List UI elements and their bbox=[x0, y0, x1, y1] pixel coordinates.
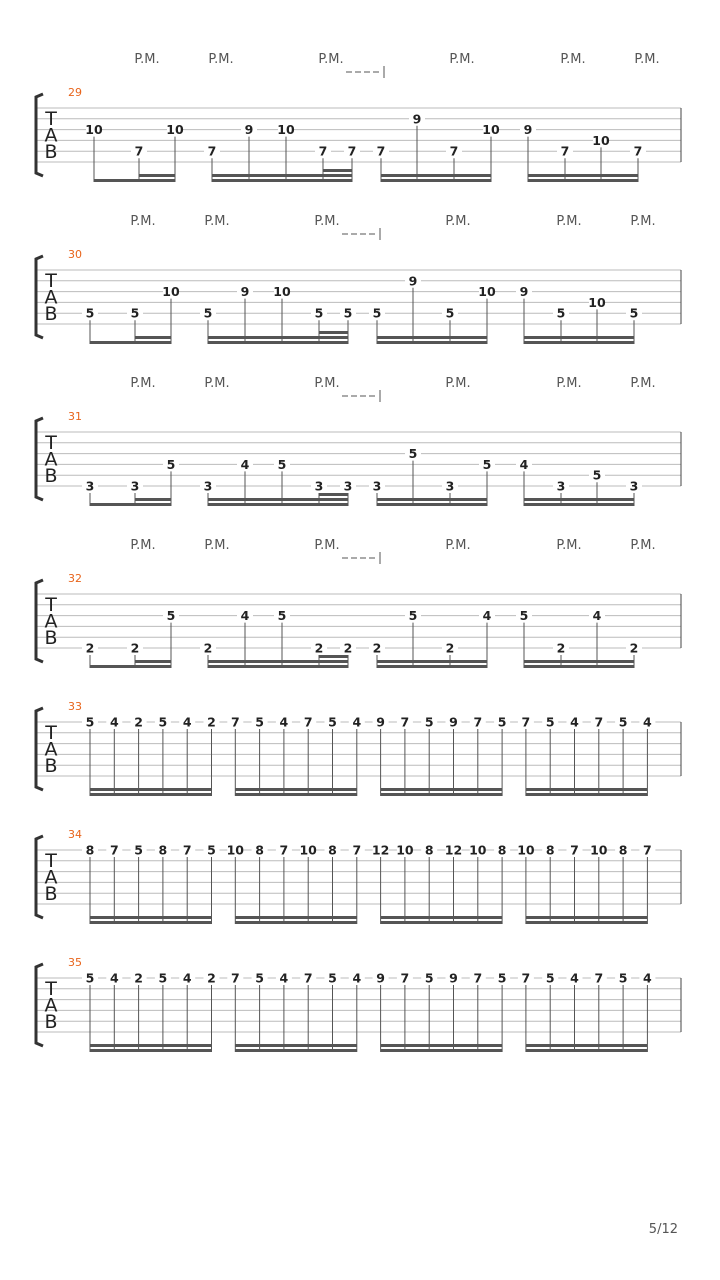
fret-number: 7 bbox=[318, 143, 328, 159]
fret-number: 5 bbox=[328, 714, 337, 730]
beam-primary bbox=[528, 179, 638, 182]
fret-number: 10 bbox=[592, 132, 610, 148]
fret-number: 5 bbox=[424, 714, 434, 730]
fret-number: 5 bbox=[497, 714, 507, 730]
tab-clef-letter: B bbox=[44, 141, 58, 163]
fret-number: 9 bbox=[376, 714, 385, 730]
fret-number: 10 bbox=[85, 122, 103, 138]
palm-mute-label: P.M. bbox=[560, 52, 586, 67]
beam-primary bbox=[90, 665, 171, 668]
fret-number: 10 bbox=[588, 294, 606, 310]
tab-clef-letter: A bbox=[44, 448, 58, 471]
system-bracket bbox=[36, 580, 43, 662]
beam-primary bbox=[235, 921, 356, 924]
palm-mute-label: P.M. bbox=[134, 52, 160, 67]
beam-secondary bbox=[212, 174, 352, 177]
fret-number: 2 bbox=[629, 640, 639, 656]
measure-number: 31 bbox=[68, 410, 82, 423]
fret-number: 10 bbox=[590, 842, 608, 858]
fret-number: 8 bbox=[497, 842, 507, 858]
fret-number: 5 bbox=[545, 714, 555, 730]
measure-number: 34 bbox=[68, 828, 82, 841]
fret-number: 7 bbox=[400, 714, 410, 730]
system-bracket bbox=[36, 708, 43, 790]
fret-number: 9 bbox=[449, 970, 458, 986]
fret-number: 4 bbox=[570, 970, 579, 986]
palm-mute-label: P.M. bbox=[634, 52, 660, 67]
beam-secondary bbox=[377, 336, 487, 339]
tab-clef-letter: A bbox=[44, 286, 58, 309]
system-bracket bbox=[36, 256, 43, 338]
beam-primary bbox=[526, 921, 648, 924]
palm-mute-label: P.M. bbox=[630, 214, 656, 229]
fret-number: 3 bbox=[343, 478, 353, 494]
fret-number: 12 bbox=[444, 842, 463, 858]
fret-number: 5 bbox=[372, 305, 382, 321]
fret-number: 3 bbox=[203, 478, 213, 494]
fret-number: 8 bbox=[328, 842, 337, 858]
fret-number: 4 bbox=[240, 456, 250, 472]
fret-number: 10 bbox=[299, 842, 317, 858]
fret-number: 7 bbox=[347, 143, 357, 159]
tab-clef-letter: B bbox=[44, 883, 58, 905]
palm-mute-label: P.M. bbox=[445, 538, 471, 553]
measure-number: 35 bbox=[68, 956, 82, 969]
fret-number: 10 bbox=[482, 122, 500, 138]
fret-number: 10 bbox=[469, 842, 487, 858]
fret-number: 5 bbox=[134, 842, 143, 858]
fret-number: 10 bbox=[226, 842, 245, 858]
fret-number: 5 bbox=[408, 446, 418, 462]
fret-number: 5 bbox=[85, 970, 95, 986]
beam-primary bbox=[524, 665, 634, 668]
beam-secondary bbox=[135, 498, 171, 501]
fret-number: 5 bbox=[166, 608, 176, 624]
fret-number: 5 bbox=[497, 970, 507, 986]
fret-number: 5 bbox=[519, 608, 529, 624]
beam-primary bbox=[377, 503, 487, 506]
fret-number: 7 bbox=[303, 970, 313, 986]
palm-mute-label: P.M. bbox=[208, 52, 234, 67]
beam-secondary bbox=[135, 660, 171, 663]
beam-primary bbox=[94, 179, 175, 182]
measure-number: 32 bbox=[68, 572, 82, 585]
fret-number: 7 bbox=[182, 842, 192, 858]
beam-secondary bbox=[528, 174, 638, 177]
palm-mute-label: P.M. bbox=[130, 376, 156, 391]
beam-primary bbox=[208, 665, 348, 668]
beam-tertiary bbox=[319, 655, 348, 658]
fret-number: 5 bbox=[130, 305, 140, 321]
palm-mute-label: P.M. bbox=[314, 376, 340, 391]
beam-primary bbox=[90, 921, 212, 924]
beam-primary bbox=[235, 793, 356, 796]
beam-primary bbox=[90, 1049, 212, 1052]
fret-number: 3 bbox=[130, 478, 140, 494]
fret-number: 9 bbox=[449, 714, 458, 730]
fret-number: 5 bbox=[618, 970, 628, 986]
tab-clef-letter: T bbox=[45, 594, 57, 616]
fret-number: 7 bbox=[109, 842, 119, 858]
beam-primary bbox=[208, 503, 348, 506]
palm-mute-label: P.M. bbox=[204, 214, 230, 229]
fret-number: 5 bbox=[545, 970, 555, 986]
fret-number: 9 bbox=[519, 284, 529, 300]
system-bracket bbox=[36, 964, 43, 1046]
beam-secondary bbox=[90, 1044, 212, 1047]
fret-number: 9 bbox=[244, 122, 254, 138]
fret-number: 4 bbox=[352, 714, 362, 730]
beam-secondary bbox=[381, 174, 491, 177]
fret-number: 5 bbox=[277, 456, 287, 472]
beam-secondary bbox=[381, 788, 503, 791]
fret-number: 10 bbox=[517, 842, 535, 858]
beam-primary bbox=[212, 179, 352, 182]
fret-number: 2 bbox=[134, 970, 143, 986]
beam-secondary bbox=[526, 1044, 648, 1047]
fret-number: 7 bbox=[643, 842, 652, 858]
fret-number: 2 bbox=[314, 640, 324, 656]
beam-secondary bbox=[377, 660, 487, 663]
palm-mute-label: P.M. bbox=[130, 538, 156, 553]
fret-number: 5 bbox=[424, 970, 434, 986]
beam-secondary bbox=[526, 788, 648, 791]
fret-number: 5 bbox=[314, 305, 324, 321]
palm-mute-label: P.M. bbox=[556, 538, 582, 553]
beam-primary bbox=[524, 503, 634, 506]
fret-number: 5 bbox=[445, 305, 455, 321]
tab-clef-letter: B bbox=[44, 627, 58, 649]
fret-number: 4 bbox=[519, 456, 529, 472]
beam-primary bbox=[235, 1049, 356, 1052]
beam-primary bbox=[377, 341, 487, 344]
palm-mute-label: P.M. bbox=[130, 214, 156, 229]
fret-number: 5 bbox=[255, 970, 264, 986]
fret-number: 5 bbox=[207, 842, 216, 858]
fret-number: 5 bbox=[85, 714, 95, 730]
fret-number: 7 bbox=[400, 970, 410, 986]
fret-number: 9 bbox=[523, 122, 533, 138]
beam-primary bbox=[381, 793, 503, 796]
beam-primary bbox=[90, 341, 171, 344]
palm-mute-label: P.M. bbox=[445, 214, 471, 229]
fret-number: 5 bbox=[158, 714, 168, 730]
fret-number: 2 bbox=[207, 970, 216, 986]
tab-clef-letter: T bbox=[45, 978, 57, 1000]
palm-mute-label: P.M. bbox=[556, 376, 582, 391]
fret-number: 4 bbox=[592, 608, 602, 624]
fret-number: 2 bbox=[203, 640, 213, 656]
fret-number: 10 bbox=[396, 842, 414, 858]
beam-secondary bbox=[381, 1044, 503, 1047]
fret-number: 10 bbox=[166, 122, 184, 138]
tab-clef-letter: A bbox=[44, 994, 58, 1017]
fret-number: 4 bbox=[352, 970, 362, 986]
fret-number: 4 bbox=[643, 714, 652, 730]
fret-number: 3 bbox=[314, 478, 324, 494]
beam-secondary bbox=[208, 336, 348, 339]
palm-mute-label: P.M. bbox=[630, 538, 656, 553]
palm-mute-label: P.M. bbox=[449, 52, 475, 67]
fret-number: 7 bbox=[473, 970, 483, 986]
tab-clef-letter: A bbox=[44, 124, 58, 147]
fret-number: 2 bbox=[343, 640, 353, 656]
fret-number: 3 bbox=[85, 478, 95, 494]
beam-secondary bbox=[139, 174, 175, 177]
fret-number: 5 bbox=[408, 608, 418, 624]
fret-number: 7 bbox=[449, 143, 459, 159]
tab-clef-letter: T bbox=[45, 108, 57, 130]
fret-number: 10 bbox=[273, 284, 291, 300]
fret-number: 5 bbox=[556, 305, 566, 321]
fret-number: 3 bbox=[629, 478, 639, 494]
tab-clef-letter: T bbox=[45, 270, 57, 292]
fret-number: 3 bbox=[372, 478, 382, 494]
beam-primary bbox=[377, 665, 487, 668]
fret-number: 5 bbox=[343, 305, 353, 321]
beam-tertiary bbox=[323, 169, 352, 172]
fret-number: 7 bbox=[352, 842, 362, 858]
fret-number: 7 bbox=[521, 714, 531, 730]
beam-secondary bbox=[90, 788, 212, 791]
fret-number: 9 bbox=[408, 273, 418, 289]
beam-secondary bbox=[235, 788, 356, 791]
palm-mute-label: P.M. bbox=[318, 52, 344, 67]
beam-primary bbox=[381, 1049, 503, 1052]
beam-primary bbox=[381, 921, 503, 924]
fret-number: 7 bbox=[303, 714, 313, 730]
fret-number: 5 bbox=[85, 305, 95, 321]
fret-number: 7 bbox=[376, 143, 386, 159]
beam-secondary bbox=[90, 916, 212, 919]
fret-number: 10 bbox=[478, 284, 496, 300]
fret-number: 9 bbox=[376, 970, 385, 986]
beam-secondary bbox=[381, 916, 503, 919]
palm-mute-label: P.M. bbox=[445, 376, 471, 391]
system-bracket bbox=[36, 418, 43, 500]
beam-secondary bbox=[235, 916, 356, 919]
fret-number: 8 bbox=[424, 842, 434, 858]
tab-clef-letter: A bbox=[44, 866, 58, 889]
beam-primary bbox=[526, 1049, 648, 1052]
fret-number: 5 bbox=[277, 608, 287, 624]
beam-secondary bbox=[208, 498, 348, 501]
fret-number: 7 bbox=[230, 714, 240, 730]
tab-clef-letter: T bbox=[45, 850, 57, 872]
fret-number: 7 bbox=[521, 970, 531, 986]
fret-number: 2 bbox=[207, 714, 216, 730]
tab-clef-letter: B bbox=[44, 1011, 58, 1033]
fret-number: 9 bbox=[240, 284, 250, 300]
beam-primary bbox=[208, 341, 348, 344]
fret-number: 4 bbox=[182, 970, 192, 986]
palm-mute-label: P.M. bbox=[204, 538, 230, 553]
fret-number: 7 bbox=[230, 970, 240, 986]
beam-tertiary bbox=[319, 331, 348, 334]
fret-number: 2 bbox=[130, 640, 140, 656]
fret-number: 4 bbox=[643, 970, 652, 986]
fret-number: 8 bbox=[618, 842, 628, 858]
palm-mute-label: P.M. bbox=[204, 376, 230, 391]
fret-number: 7 bbox=[560, 143, 570, 159]
fret-number: 10 bbox=[277, 122, 295, 138]
fret-number: 2 bbox=[372, 640, 382, 656]
beam-primary bbox=[90, 503, 171, 506]
fret-number: 4 bbox=[279, 970, 289, 986]
fret-number: 9 bbox=[412, 111, 422, 127]
fret-number: 10 bbox=[162, 284, 180, 300]
fret-number: 5 bbox=[618, 714, 628, 730]
fret-number: 2 bbox=[85, 640, 95, 656]
fret-number: 8 bbox=[158, 842, 168, 858]
fret-number: 7 bbox=[633, 143, 643, 159]
beam-secondary bbox=[235, 1044, 356, 1047]
fret-number: 7 bbox=[473, 714, 483, 730]
fret-number: 4 bbox=[482, 608, 492, 624]
beam-secondary bbox=[208, 660, 348, 663]
beam-primary bbox=[90, 793, 212, 796]
fret-number: 8 bbox=[85, 842, 95, 858]
beam-secondary bbox=[526, 916, 648, 919]
tab-clef-letter: A bbox=[44, 610, 58, 633]
fret-number: 4 bbox=[182, 714, 192, 730]
fret-number: 5 bbox=[158, 970, 168, 986]
beam-secondary bbox=[524, 336, 634, 339]
fret-number: 4 bbox=[240, 608, 250, 624]
fret-number: 8 bbox=[255, 842, 264, 858]
measure-number: 33 bbox=[68, 700, 82, 713]
beam-secondary bbox=[524, 660, 634, 663]
tab-clef-letter: B bbox=[44, 303, 58, 325]
palm-mute-label: P.M. bbox=[314, 214, 340, 229]
measure-number: 30 bbox=[68, 248, 82, 261]
fret-number: 7 bbox=[594, 970, 604, 986]
fret-number: 5 bbox=[629, 305, 639, 321]
tab-clef-letter: B bbox=[44, 465, 58, 487]
fret-number: 7 bbox=[134, 143, 144, 159]
fret-number: 5 bbox=[328, 970, 337, 986]
palm-mute-label: P.M. bbox=[630, 376, 656, 391]
fret-number: 2 bbox=[134, 714, 143, 730]
page-number: 5/12 bbox=[648, 1222, 678, 1237]
fret-number: 4 bbox=[279, 714, 289, 730]
measure-number: 29 bbox=[68, 86, 82, 99]
fret-number: 5 bbox=[255, 714, 264, 730]
fret-number: 7 bbox=[207, 143, 217, 159]
fret-number: 5 bbox=[482, 456, 492, 472]
system-bracket bbox=[36, 836, 43, 918]
beam-primary bbox=[526, 793, 648, 796]
fret-number: 7 bbox=[594, 714, 604, 730]
beam-secondary bbox=[377, 498, 487, 501]
fret-number: 2 bbox=[445, 640, 455, 656]
beam-tertiary bbox=[319, 493, 348, 496]
palm-mute-label: P.M. bbox=[556, 214, 582, 229]
fret-number: 3 bbox=[445, 478, 455, 494]
tab-clef-letter: B bbox=[44, 755, 58, 777]
fret-number: 2 bbox=[556, 640, 566, 656]
fret-number: 12 bbox=[371, 842, 390, 858]
system-bracket bbox=[36, 94, 43, 176]
tab-clef-letter: T bbox=[45, 432, 57, 454]
tab-clef-letter: A bbox=[44, 738, 58, 761]
tab-clef-letter: T bbox=[45, 722, 57, 744]
fret-number: 7 bbox=[279, 842, 289, 858]
fret-number: 7 bbox=[570, 842, 579, 858]
fret-number: 5 bbox=[592, 467, 602, 483]
fret-number: 4 bbox=[109, 970, 119, 986]
beam-primary bbox=[524, 341, 634, 344]
palm-mute-label: P.M. bbox=[314, 538, 340, 553]
beam-primary bbox=[381, 179, 491, 182]
beam-secondary bbox=[524, 498, 634, 501]
fret-number: 5 bbox=[203, 305, 213, 321]
fret-number: 4 bbox=[570, 714, 579, 730]
fret-number: 5 bbox=[166, 456, 176, 472]
fret-number: 8 bbox=[545, 842, 555, 858]
fret-number: 3 bbox=[556, 478, 566, 494]
fret-number: 4 bbox=[109, 714, 119, 730]
beam-secondary bbox=[135, 336, 171, 339]
